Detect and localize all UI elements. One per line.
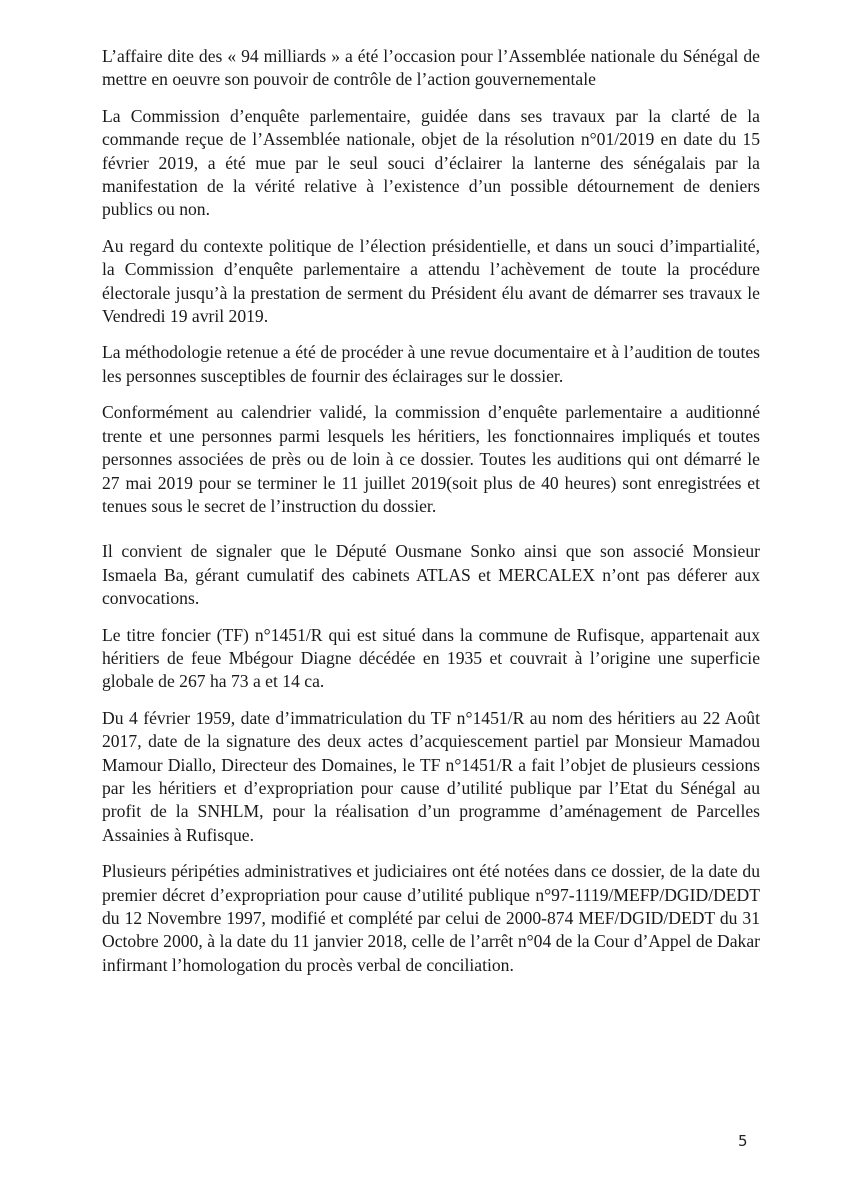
paragraph-hearings: Conformément au calendrier validé, la commission d’enquête parlementaire a auditionné trente et une personnes parmi lesquels les héritiers, les fonctionnaires impliqués et toutes personnes associées de près ou de loin à ce dossier. Toutes les auditions qui ont démarré le 27 mai 2019 pour se terminer le 11 juillet 2019(soit plus de 40 heures) sont enregistrées et tenues sous le secret de l’instruction du dossier. bbox=[102, 402, 760, 516]
document-body bbox=[102, 45, 760, 990]
paragraph-absent-summoned: Il convient de signaler que le Député Ousmane Sonko ainsi que son associé Monsieur Ismaela Ba, gérant cumulatif des cabinets ATLAS et MERCALEX n’ont pas déferer aux convocations. bbox=[102, 541, 760, 609]
paragraph-commission-mandate: La Commission d’enquête parlementaire, guidée dans ses travaux par la clarté de la commande reçue de l’Assemblée nationale, objet de la résolution n°01/2019 en date du 15 février 2019, a été mue par le seul souci d’éclairer la lanterne des sénégalais par la manifestation de la vérité relative à l’existence d’un possible détournement de deniers publics ou non. bbox=[102, 105, 760, 220]
paragraph-electoral-context: Au regard du contexte politique de l’élection présidentielle, et dans un souci d’impartialité, la Commission d’enquête parlementaire a attendu l’achèvement de toute la procédure électorale jusqu’à la prestation de serment du Président élu avant de démarrer ses travaux le Vendredi 19 avril 2019. bbox=[102, 235, 760, 327]
paragraph-land-history: Du 4 février 1959, date d’immatriculation du TF n°1451/R au nom des héritiers au 22 Août 2017, date de la signature des deux actes d’acquiescement partiel par Monsieur Mamadou Mamour Diallo, Directeur des Domaines, le TF n°1451/R a fait l’objet de plusieurs cessions par les héritiers et d’expropriation pour cause d’utilité publique par l’Etat du Sénégal au profit de la SNHLM, pour la réalisation d’un programme d’aménagement de Parcelles Assainies à Rufisque. bbox=[102, 707, 760, 845]
page-number: 5 bbox=[738, 1132, 748, 1150]
paragraph-intro: L’affaire dite des « 94 milliards » a été l’occasion pour l’Assemblée nationale du Sénégal de mettre en oeuvre son pouvoir de contrôle de l’action gouvernementale bbox=[102, 46, 760, 90]
paragraph-legal-events: Plusieurs péripéties administratives et judiciaires ont été notées dans ce dossier, de la date du premier décret d’expropriation pour cause d’utilité publique n°97-1119/MEFP/DGID/DEDT du 12 Novembre 1997, modifié et complété par celui de 2000-874 MEF/DGID/DEDT du 31 Octobre 2000, à la date du 11 janvier 2018, celle de l’arrêt n°04 de la Cour d’Appel de Dakar infirmant l’homologation du procès verbal de conciliation. bbox=[102, 861, 760, 975]
paragraph-land-title: Le titre foncier (TF) n°1451/R qui est situé dans la commune de Rufisque, appartenait aux héritiers de feue Mbégour Diagne décédée en 1935 et couvrait à l’origine une superficie globale de 267 ha 73 a et 14 ca. bbox=[102, 624, 760, 692]
paragraph-methodology: La méthodologie retenue a été de procéder à une revue documentaire et à l’audition de toutes les personnes susceptibles de fournir des éclairages sur le dossier. bbox=[102, 342, 760, 386]
